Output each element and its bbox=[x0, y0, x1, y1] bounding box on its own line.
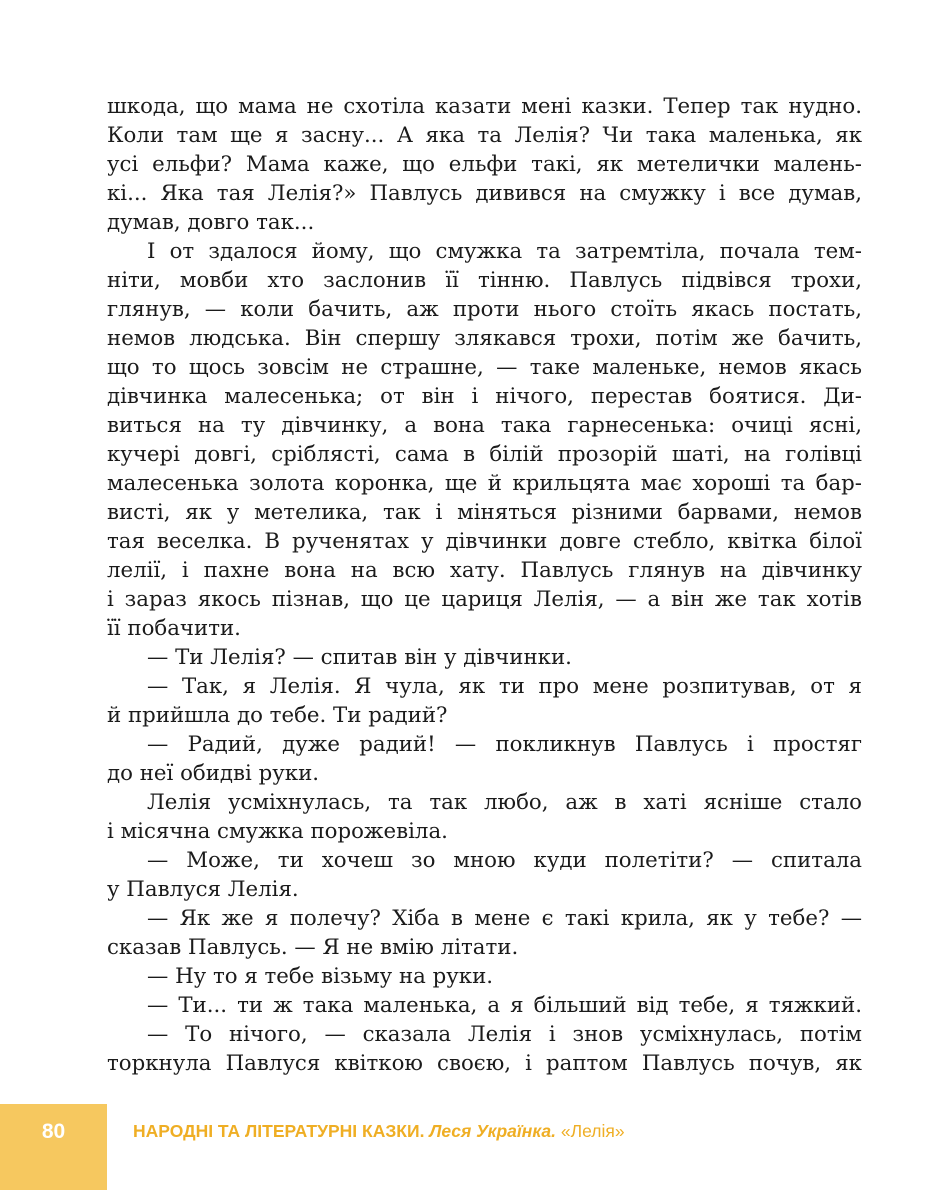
author-name: Леся Українка. bbox=[429, 1121, 556, 1141]
text-line: — То нічого, — сказала Лелія і знов усміхнулась, потім bbox=[147, 1022, 862, 1047]
text-line: торкнула Павлуся квіткою своєю, і раптом Павлусь почув, як bbox=[107, 1051, 862, 1076]
text-line: малесенька золота коронка, ще й крильцята має хороші та бар- bbox=[107, 471, 862, 496]
running-head bbox=[133, 1104, 625, 1159]
section-title: НАРОДНІ ТА ЛІТЕРАТУРНІ КАЗКИ. bbox=[133, 1121, 425, 1141]
text-line: і місячна смужка порожевіла. bbox=[107, 819, 448, 844]
text-line: лелії, і пахне вона на всю хату. Павлусь глянув на дівчинку bbox=[107, 558, 862, 583]
text-line: що то щось зовсім не страшне, — таке маленьке, немов якась bbox=[107, 355, 862, 380]
text-line: І от здалося йому, що смужка та затремтіла, почала тем- bbox=[147, 239, 862, 264]
text-line: — Ти... ти ж така маленька, а я більший від тебе, я тяжкий. bbox=[147, 993, 862, 1018]
text-line: і зараз якось пізнав, що це цариця Лелія, — а він же так хотів bbox=[107, 587, 862, 612]
text-line: Коли там ще я засну... А яка та Лелія? Чи така маленька, як bbox=[107, 123, 862, 148]
text-line: виться на ту дівчинку, а вона така гарнесенька: очиці ясні, bbox=[107, 413, 862, 438]
text-line: глянув, — коли бачить, аж проти нього стоїть якась постать, bbox=[107, 297, 862, 322]
text-line: Лелія усміхнулась, та так любо, аж в хаті ясніше стало bbox=[147, 790, 862, 815]
text-line: сказав Павлусь. — Я не вмію літати. bbox=[107, 935, 519, 960]
text-line: дівчинка малесенька; от він і нічого, перестав боятися. Ди- bbox=[107, 384, 862, 409]
text-line: думав, довго так... bbox=[107, 210, 315, 235]
text-line: шкода, що мама не схотіла казати мені казки. Тепер так нудно. bbox=[107, 94, 862, 119]
text-line: немов людська. Він спершу злякався трохи, потім же бачить, bbox=[107, 326, 862, 351]
text-line: тая веселка. В рученятах у дівчинки довге стебло, квітка білої bbox=[107, 529, 862, 554]
text-line: — Як же я полечу? Хіба в мене є такі крила, як у тебе? — bbox=[147, 906, 862, 931]
story-text bbox=[107, 92, 862, 1078]
text-line: усі ельфи? Мама каже, що ельфи такі, як метелички малень- bbox=[107, 152, 862, 177]
text-line: — Ну то я тебе візьму на руки. bbox=[147, 964, 494, 989]
text-line: до неї обидві руки. bbox=[107, 761, 320, 786]
text-line: — Радий, дуже радий! — покликнув Павлусь і простяг bbox=[147, 732, 862, 757]
text-line: кі... Яка тая Лелія?» Павлусь дивився на смужку і все думав, bbox=[107, 181, 862, 206]
text-line: й прийшла до тебе. Ти радий? bbox=[107, 703, 448, 728]
page-number: 80 bbox=[41, 1120, 66, 1143]
text-line: — Ти Лелія? — спитав він у дівчинки. bbox=[147, 645, 572, 670]
text-line: її побачити. bbox=[107, 616, 241, 641]
text-line: висті, як у метелика, так і міняться різними барвами, немов bbox=[107, 500, 862, 525]
text-line: — Так, я Лелія. Я чула, як ти про мене розпитував, от я bbox=[147, 674, 862, 699]
text-line: — Може, ти хочеш зо мною куди полетіти? — спитала bbox=[147, 848, 862, 873]
work-title: «Лелія» bbox=[560, 1121, 625, 1141]
text-line: ніти, мовби хто заслонив її тінню. Павлусь підвівся трохи, bbox=[107, 268, 862, 293]
text-line: кучері довгі, сріблясті, сама в білій прозорій шаті, на голівці bbox=[107, 442, 862, 467]
text-line: у Павлуся Лелія. bbox=[107, 877, 299, 902]
